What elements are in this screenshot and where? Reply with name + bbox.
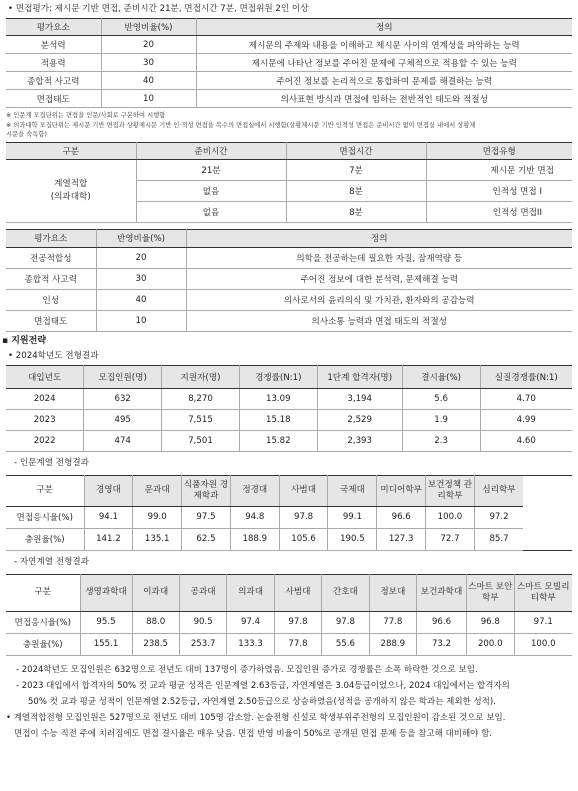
table-cell: 2,529 [317,409,402,430]
table-header: 심리학부 [474,475,523,506]
table-cell: 1.9 [402,409,480,430]
table-cell: 8,270 [162,388,240,409]
table-cell: 97.5 [182,506,231,528]
table-cell: 제시문에 나타난 정보를 주어진 문제에 구체적으로 적용할 수 있는 능력 [196,54,572,72]
table-cell: 2024 [6,388,84,409]
note-line: ※ 인문계 모집단위는 면접을 인문/사회로 구분하여 시행함 [6,112,166,119]
table-cell: 20 [101,36,196,54]
table-cell: 99.0 [133,506,182,528]
table-cell: 면접응시율(%) [6,611,80,633]
table-cell: 충원율(%) [6,633,80,655]
table-header: 평가요소 [6,229,96,247]
table-cell: 2,393 [317,430,402,451]
table-header: 반영비율(%) [101,19,196,36]
table-cell: 127.3 [377,528,426,550]
table-header: 면접유형 [426,142,572,159]
group-label [6,159,136,222]
table-header: 정의 [186,229,572,247]
results-title: • 2024학년도 전형결과 [8,350,99,361]
table-header: 경쟁률(N:1) [239,365,317,388]
table-cell: 288.9 [369,633,416,655]
table-cell: 인적성 면접II [426,201,572,222]
table-cell: 97.2 [474,506,523,528]
table-cell: 94.1 [84,506,133,528]
table-cell: 인적성 면접 I [426,180,572,201]
table-cell: 제시문 기반 면접 [426,159,572,180]
table-cell: 105.6 [279,528,328,550]
table-header: 대입년도 [6,365,84,388]
table-cell: 2.3 [402,430,480,451]
table-cell: 8분 [286,201,426,222]
analysis-line: - 2023 대입에서 합격자의 50% 컷 교과 평균 성적은 인문계열 2.63등급, 자연계열은 3.04등급이었으나, 2024 대입에서는 합격자의 [16,680,510,691]
table-cell: 7,501 [162,430,240,451]
table-cell: 면접응시율(%) [6,506,84,528]
table-row [6,409,572,430]
table-header: 문과대 [133,475,182,506]
table-row [6,159,572,180]
table-row [6,54,572,72]
table-cell: 96.6 [377,506,426,528]
table-header: 보건과학대 [417,574,467,611]
table-row [6,247,572,268]
table-cell: 141.2 [84,528,133,550]
table-cell: 190.5 [328,528,377,550]
table-header: 모집인원(명) [84,365,162,388]
table-header: 식품자원 경제학과 [182,475,231,506]
table-row [6,36,572,54]
table-cell: 의사로서의 윤리의식 및 가치관, 환자와의 공감능력 [186,289,572,310]
table-cell: 종합적 사고력 [6,72,101,90]
table-header: 실질경쟁률(N:1) [480,365,572,388]
humanities-title: - 인문계열 전형결과 [14,457,89,468]
table-cell: 96.8 [467,611,514,633]
analysis-line: 50% 컷 교과 평균 성적이 인문계열 2.52등급, 자연계열 2.50등급으로 상승하였음(성적을 공개하지 않은 학과는 제외한 성적). [28,696,496,707]
table-header-row [6,574,572,611]
table-cell: 5.6 [402,388,480,409]
group-label-line1: 계열적합 [54,178,88,189]
table-cell: 종합적 사고력 [6,268,96,289]
table-cell: 495 [84,409,162,430]
table-row [6,72,572,90]
table-header: 이과대 [132,574,179,611]
analysis-line: • 계열적합전형 모집인원은 527명으로 전년도 대비 105명 감소함. 논술전형 신설로 학생부위주전형의 모집인원이 감소된 것으로 보임. [6,712,506,723]
table-cell: 88.0 [132,611,179,633]
table-row [6,310,572,331]
table-header: 간호대 [322,574,369,611]
table-header: 사범대 [279,475,328,506]
table-cell: 72.7 [426,528,475,550]
table-cell: 의사표현 방식과 면접에 임하는 전반적인 태도와 적절성 [196,90,572,108]
table-cell: 4.70 [480,388,572,409]
table-cell: 133.3 [227,633,274,655]
table-cell: 4.60 [480,430,572,451]
table-cell: 95.5 [80,611,132,633]
table-header: 보건정책 관리학부 [426,475,475,506]
table-cell: 3,194 [317,388,402,409]
table-header-row [6,142,572,159]
table-cell: 55.6 [322,633,369,655]
science-results-table [6,574,572,656]
table-cell: 4.99 [480,409,572,430]
notes [6,111,572,140]
table-cell: 면접태도 [6,310,96,331]
table-cell: 253.7 [179,633,226,655]
interview-header: • 면접평가: 제시문 기반 면접, 준비시간 21분, 면접시간 7분, 면접위원 2인 이상 [8,4,309,14]
table-row [6,90,572,108]
table-cell: 전공적합성 [6,247,96,268]
table-cell: 30 [96,268,186,289]
table-cell: 적용력 [6,54,101,72]
table-cell: 200.0 [467,633,514,655]
table-cell: 10 [101,90,196,108]
note-line: ※ 의과대학 모집단위는 제시문 기반 면접과 상황제시문 기반 인·적성 면접을 복수의 면접실에서 시행함(상황제시문 기반 인적성 면접은 준비시간 없이 면접실 내에서 상황제 [6,121,476,129]
table-cell: 96.6 [417,611,467,633]
table-cell: 없음 [136,201,286,222]
table-cell: 21분 [136,159,286,180]
table-row [6,388,572,409]
table-header: 정경대 [230,475,279,506]
table-header-row [6,475,572,506]
table-cell: 의학을 전공하는데 필요한 자질, 잠재역량 등 [186,247,572,268]
table-cell: 85.7 [474,528,523,550]
table-cell: 면접태도 [6,90,101,108]
note-line: 시문을 숙독함) [6,131,47,138]
table-cell: 474 [84,430,162,451]
table-cell: 7,515 [162,409,240,430]
table-cell: 2022 [6,430,84,451]
table-cell: 77.8 [369,611,416,633]
table-header: 지원자(명) [162,365,240,388]
table-header: 1단계 합격자(명) [317,365,402,388]
humanities-results-table [6,475,572,551]
table-cell: 인성 [6,289,96,310]
table-cell: 99.1 [328,506,377,528]
table-header: 경영대 [84,475,133,506]
table-cell: 97.8 [322,611,369,633]
table-header-row [6,365,572,388]
medical-interview-table [6,142,572,223]
table-cell: 135.1 [133,528,182,550]
table-cell: 73.2 [417,633,467,655]
table-cell: 7분 [286,159,426,180]
table-cell: 62.5 [182,528,231,550]
table-cell: 155.1 [80,633,132,655]
table-header: 결시율(%) [402,365,480,388]
table-cell: 97.8 [274,611,321,633]
table-cell: 632 [84,388,162,409]
table-header: 정보대 [369,574,416,611]
table-cell: 15.18 [239,409,317,430]
table-row [6,528,572,550]
table-cell: 20 [96,247,186,268]
table-cell: 94.8 [230,506,279,528]
table-cell: 8분 [286,180,426,201]
table-cell: 제시문의 주제와 내용을 이해하고 제시문 사이의 연계성을 파악하는 능력 [196,36,572,54]
table-header: 정의 [196,19,572,36]
table-row [6,506,572,528]
table-header: 구분 [6,574,80,611]
table-cell: 97.8 [279,506,328,528]
table-cell: 분석력 [6,36,101,54]
analysis-line: 면접이 수능 직전 주에 치러짐에도 면접 결시율은 매우 낮음. 면접 반영 비율이 50%로 공개된 면접 문제 등을 참고해 대비해야 함. [14,728,492,739]
table-cell: 40 [101,72,196,90]
table-cell: 238.5 [132,633,179,655]
table-cell: 97.1 [514,611,572,633]
table-header: 국제대 [328,475,377,506]
table-header: 준비시간 [136,142,286,159]
table-cell: 40 [96,289,186,310]
table-header: 구분 [6,142,136,159]
group-label-line2: (의과대학) [50,191,91,202]
evaluation-table-medical [6,229,572,332]
analysis-line: - 2024학년도 모집인원은 632명으로 전년도 대비 137명이 증가하였음. 모집인원 증가로 경쟁률은 소폭 하락한 것으로 보임. [16,664,478,675]
table-header: 구분 [6,475,84,506]
table-cell: 97.4 [227,611,274,633]
table-cell: 15.82 [239,430,317,451]
table-cell: 30 [101,54,196,72]
table-header: 스마트 모빌리티학부 [514,574,572,611]
table-header: 생명과학대 [80,574,132,611]
table-header: 미디어학부 [377,475,426,506]
table-row [6,430,572,451]
table-cell: 77.8 [274,633,321,655]
table-row [6,268,572,289]
table-cell: 188.9 [230,528,279,550]
table-cell: 10 [96,310,186,331]
science-title: - 자연계열 전형결과 [14,556,89,567]
admission-results-table [6,365,572,452]
table-cell: 100.0 [514,633,572,655]
table-cell: 의사소통 능력과 면접 태도의 적절성 [186,310,572,331]
table-cell: 90.5 [179,611,226,633]
table-row [6,633,572,655]
table-cell: 주어진 정보에 대한 분석력, 문제해결 능력 [186,268,572,289]
table-header: 평가요소 [6,19,101,36]
table-header: 사범대 [274,574,321,611]
table-cell: 100.0 [426,506,475,528]
table-cell: 없음 [136,180,286,201]
table-cell: 충원율(%) [6,528,84,550]
table-row [6,289,572,310]
table-cell: 주어진 정보를 논리적으로 통합하여 문제를 해결하는 능력 [196,72,572,90]
table-header: 공과대 [179,574,226,611]
table-cell: 2023 [6,409,84,430]
table-cell: 13.09 [239,388,317,409]
analysis-text [6,662,572,742]
table-header: 반영비율(%) [96,229,186,247]
table-header-row [6,19,572,36]
table-header: 스마트 보안학부 [467,574,514,611]
table-row [6,611,572,633]
table-header: 면접시간 [286,142,426,159]
table-header-row [6,229,572,247]
evaluation-table-general [6,18,572,108]
table-header: 의과대 [227,574,274,611]
strategy-title: ▪ 지원전략 [2,335,47,346]
